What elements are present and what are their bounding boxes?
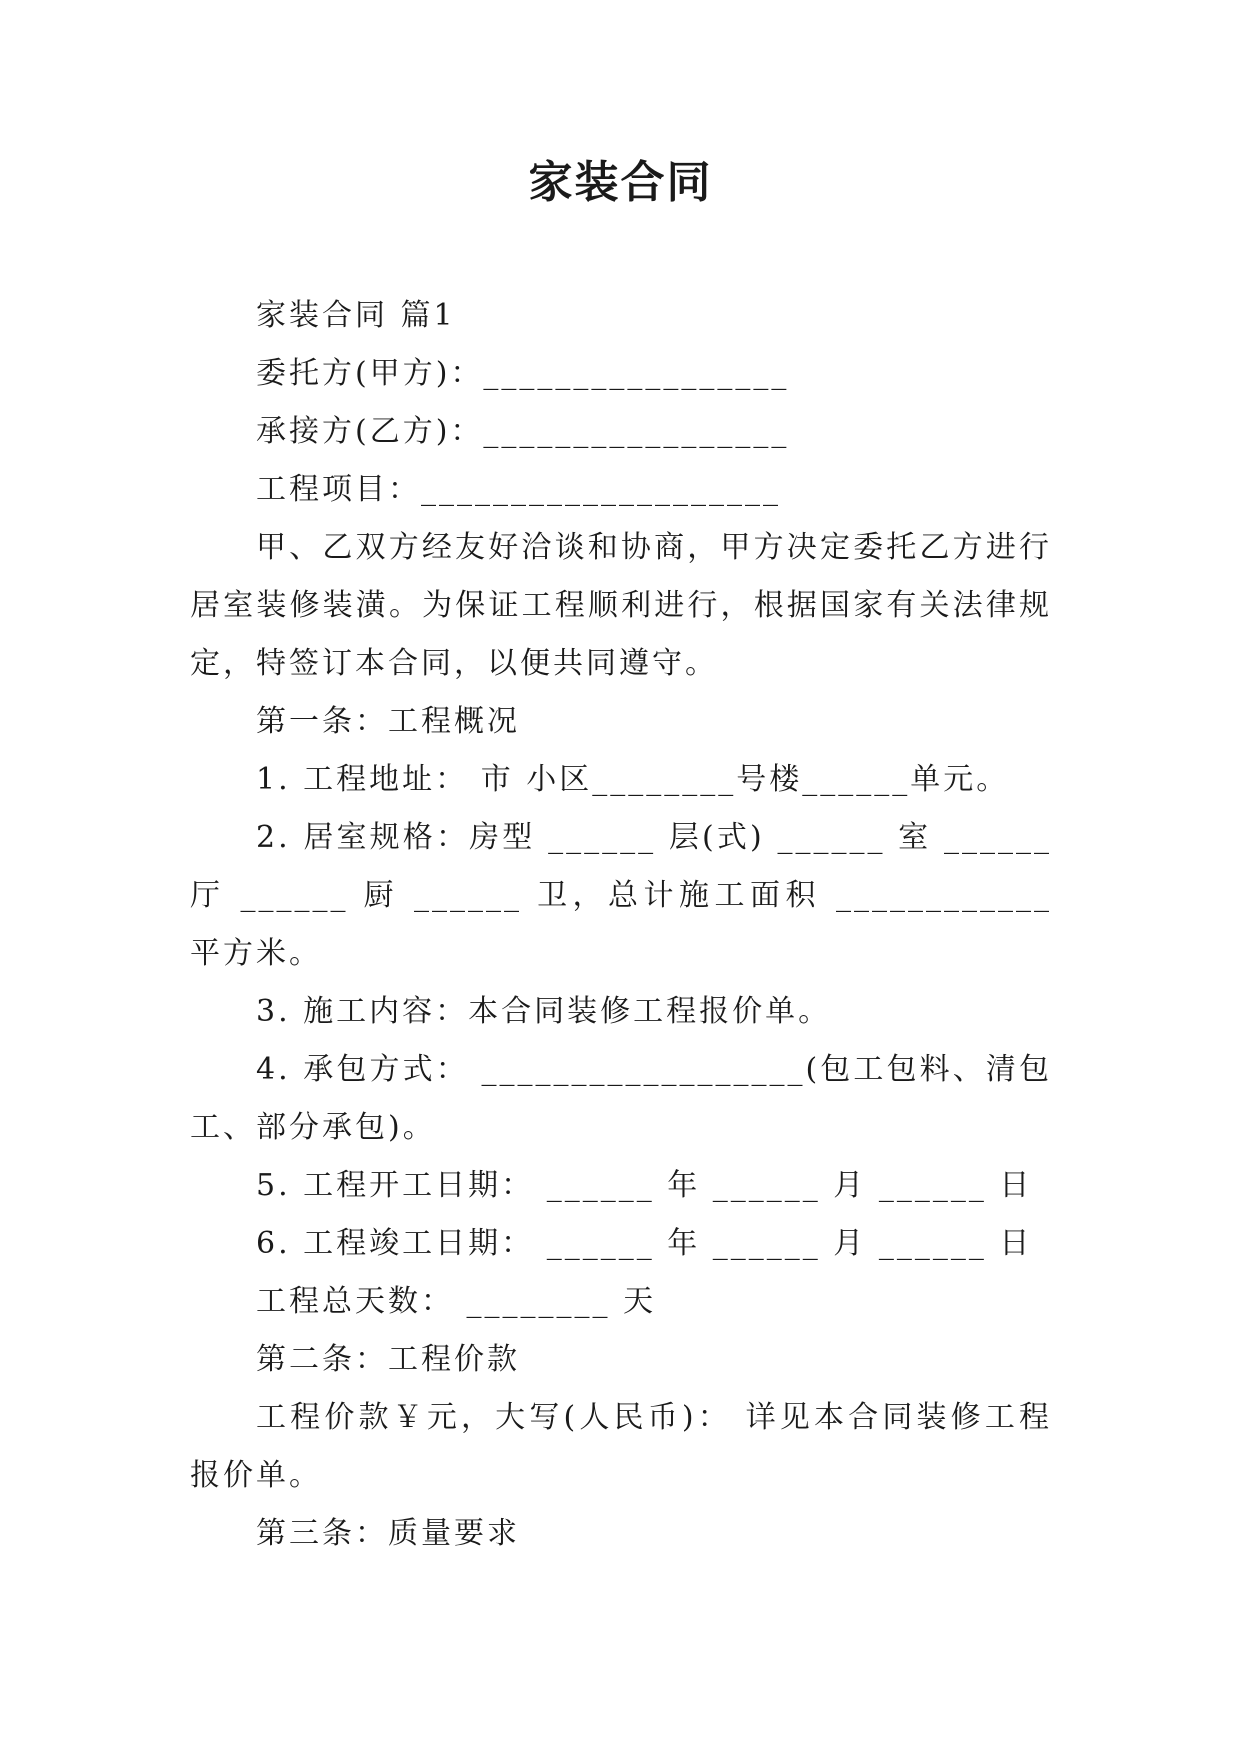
document-body: [190, 287, 1065, 1563]
article-1-heading: 第一条：工程概况: [256, 704, 520, 739]
item-start-date: 5. 工程开工日期： ______ 年 ______ 月 ______ 日: [256, 1168, 1033, 1203]
item-total-days: 工程总天数： ________ 天: [256, 1284, 657, 1319]
party-b-line: 承接方(乙方)：_________________: [256, 414, 790, 449]
document-title: 家装合同: [528, 157, 713, 208]
item-project-address: 1. 工程地址： 市 小区________号楼______单元。: [256, 762, 1010, 797]
item-construction-content: 3. 施工内容：本合同装修工程报价单。: [256, 994, 832, 1029]
item-contract-method: 4. 承包方式： __________________(包工包料、清包工、部分承包)。: [190, 1052, 1052, 1145]
section-heading-part: 家装合同 篇1: [256, 298, 456, 333]
price-paragraph: 工程价款￥元，大写(人民币)： 详见本合同装修工程报价单。: [190, 1400, 1052, 1493]
article-2-heading: 第二条：工程价款: [256, 1342, 520, 1377]
item-room-spec: 2. 居室规格：房型 ______ 层(式) ______ 室 ______ 厅 ______ 厨 ______ 卫，总计施工面积 ____________ 平方米。: [190, 820, 1065, 971]
item-completion-date: 6. 工程竣工日期： ______ 年 ______ 月 ______ 日: [256, 1226, 1033, 1261]
preamble-paragraph: 甲、乙双方经友好洽谈和协商，甲方决定委托乙方进行居室装修装潢。为保证工程顺利进行，根据国家有关法律规定，特签订本合同，以便共同遵守。: [190, 530, 1052, 681]
article-3-heading: 第三条：质量要求: [256, 1516, 520, 1551]
project-line: 工程项目：____________________: [256, 472, 781, 507]
party-a-line: 委托方(甲方)：_________________: [256, 356, 790, 391]
